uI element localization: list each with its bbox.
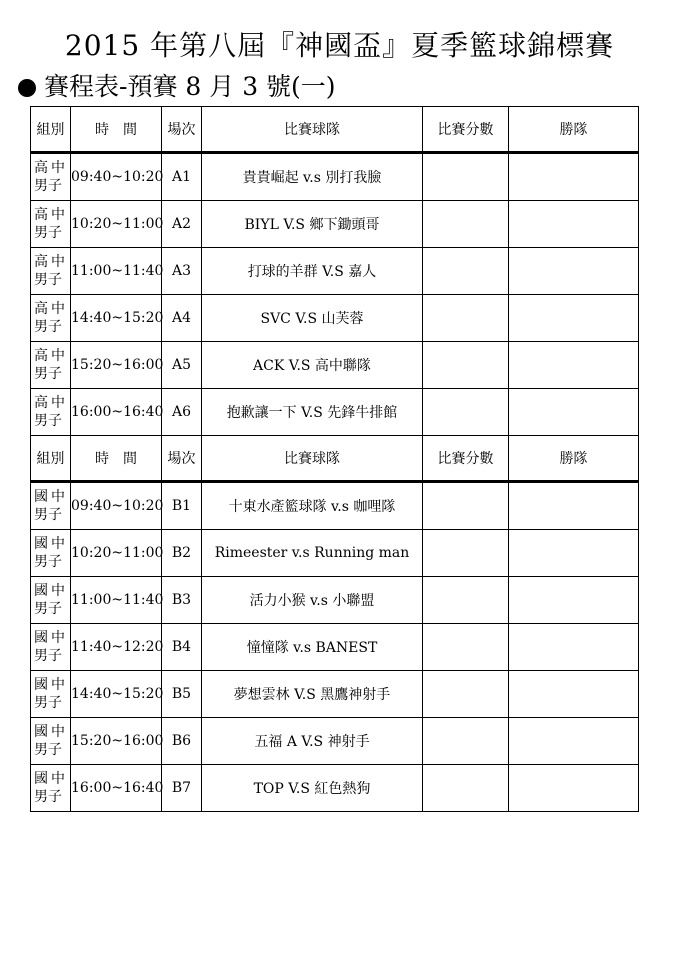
schedule-subtitle bbox=[18, 70, 336, 104]
header-winner: 勝隊 bbox=[509, 107, 639, 153]
winner-cell bbox=[509, 671, 639, 718]
header-teams: 比賽球隊 bbox=[202, 107, 423, 153]
table-row bbox=[31, 389, 639, 436]
time-cell: 10:20~11:00 bbox=[71, 530, 162, 577]
group-gender: 男子 bbox=[34, 413, 62, 429]
score-cell bbox=[423, 201, 509, 248]
winner-cell bbox=[509, 718, 639, 765]
group-gender: 男子 bbox=[34, 507, 62, 523]
winner-cell bbox=[509, 295, 639, 342]
group-cell bbox=[31, 342, 71, 389]
group-gender: 男子 bbox=[34, 789, 62, 805]
group-gender: 男子 bbox=[34, 178, 62, 194]
table-row bbox=[31, 342, 639, 389]
header-time: 時 間 bbox=[71, 107, 162, 153]
teams-cell: BIYL V.S 鄉下鋤頭哥 bbox=[202, 201, 423, 248]
teams-cell: 活力小猴 v.s 小聯盟 bbox=[202, 577, 423, 624]
table-row bbox=[31, 671, 639, 718]
group-gender: 男子 bbox=[34, 366, 62, 382]
match-cell: B3 bbox=[162, 577, 202, 624]
group-gender: 男子 bbox=[34, 272, 62, 288]
teams-cell: 打球的羊群 V.S 嘉人 bbox=[202, 248, 423, 295]
winner-cell bbox=[509, 342, 639, 389]
time-cell: 09:40~10:20 bbox=[71, 482, 162, 530]
group-gender: 男子 bbox=[34, 742, 62, 758]
group-gender: 男子 bbox=[34, 648, 62, 664]
teams-cell: 貴貴崛起 v.s 別打我臉 bbox=[202, 153, 423, 201]
page-title: 2015 年第八屆『神國盃』夏季籃球錦標賽 bbox=[64, 29, 615, 62]
match-cell: B7 bbox=[162, 765, 202, 812]
group-level: 國中 bbox=[34, 630, 68, 646]
time-cell: 15:20~16:00 bbox=[71, 718, 162, 765]
match-cell: A5 bbox=[162, 342, 202, 389]
group-cell bbox=[31, 765, 71, 812]
group-gender: 男子 bbox=[34, 319, 62, 335]
table-row bbox=[31, 248, 639, 295]
section-a-body bbox=[31, 107, 639, 436]
winner-cell bbox=[509, 153, 639, 201]
winner-cell bbox=[509, 577, 639, 624]
group-level: 高中 bbox=[34, 348, 68, 364]
table-row bbox=[31, 530, 639, 577]
time-cell: 14:40~15:20 bbox=[71, 295, 162, 342]
group-level: 國中 bbox=[34, 771, 68, 787]
table-row bbox=[31, 765, 639, 812]
group-level: 高中 bbox=[34, 160, 68, 176]
group-cell bbox=[31, 482, 71, 530]
teams-cell: 十東水產籃球隊 v.s 咖哩隊 bbox=[202, 482, 423, 530]
table-row bbox=[31, 482, 639, 530]
score-cell bbox=[423, 248, 509, 295]
score-cell bbox=[423, 624, 509, 671]
group-level: 國中 bbox=[34, 583, 68, 599]
group-cell bbox=[31, 248, 71, 295]
group-cell bbox=[31, 295, 71, 342]
group-cell bbox=[31, 530, 71, 577]
match-cell: A3 bbox=[162, 248, 202, 295]
score-cell bbox=[423, 765, 509, 812]
time-cell: 16:00~16:40 bbox=[71, 765, 162, 812]
time-cell: 10:20~11:00 bbox=[71, 201, 162, 248]
match-cell: A2 bbox=[162, 201, 202, 248]
match-cell: B1 bbox=[162, 482, 202, 530]
header-time: 時 間 bbox=[71, 436, 162, 482]
group-level: 高中 bbox=[34, 207, 68, 223]
winner-cell bbox=[509, 765, 639, 812]
section-b-body bbox=[31, 436, 639, 812]
group-gender: 男子 bbox=[34, 554, 62, 570]
group-cell bbox=[31, 153, 71, 201]
group-cell bbox=[31, 577, 71, 624]
header-teams: 比賽球隊 bbox=[202, 436, 423, 482]
score-cell bbox=[423, 295, 509, 342]
time-cell: 14:40~15:20 bbox=[71, 671, 162, 718]
group-level: 高中 bbox=[34, 301, 68, 317]
bullet-icon bbox=[18, 79, 36, 97]
time-cell: 11:00~11:40 bbox=[71, 248, 162, 295]
score-cell bbox=[423, 577, 509, 624]
score-cell bbox=[423, 718, 509, 765]
score-cell bbox=[423, 482, 509, 530]
match-cell: B4 bbox=[162, 624, 202, 671]
teams-cell: SVC V.S 山芙蓉 bbox=[202, 295, 423, 342]
header-winner: 勝隊 bbox=[509, 436, 639, 482]
group-cell bbox=[31, 718, 71, 765]
match-cell: B6 bbox=[162, 718, 202, 765]
group-level: 國中 bbox=[34, 724, 68, 740]
group-level: 高中 bbox=[34, 254, 68, 270]
group-gender: 男子 bbox=[34, 225, 62, 241]
group-gender: 男子 bbox=[34, 695, 62, 711]
teams-cell: 憧憧隊 v.s BANEST bbox=[202, 624, 423, 671]
table-row bbox=[31, 201, 639, 248]
match-cell: B2 bbox=[162, 530, 202, 577]
teams-cell: TOP V.S 紅色熱狗 bbox=[202, 765, 423, 812]
table-row bbox=[31, 624, 639, 671]
header-score: 比賽分數 bbox=[423, 107, 509, 153]
time-cell: 11:40~12:20 bbox=[71, 624, 162, 671]
header-group: 組別 bbox=[31, 436, 71, 482]
teams-cell: 抱歉讓一下 V.S 先鋒牛排館 bbox=[202, 389, 423, 436]
teams-cell: 夢想雲林 V.S 黑鷹神射手 bbox=[202, 671, 423, 718]
group-cell bbox=[31, 671, 71, 718]
winner-cell bbox=[509, 482, 639, 530]
schedule-table bbox=[30, 106, 639, 812]
time-cell: 09:40~10:20 bbox=[71, 153, 162, 201]
winner-cell bbox=[509, 530, 639, 577]
score-cell bbox=[423, 530, 509, 577]
group-level: 高中 bbox=[34, 395, 68, 411]
teams-cell: Rimeester v.s Running man bbox=[202, 530, 423, 577]
table-row bbox=[31, 153, 639, 201]
header-match: 場次 bbox=[162, 107, 202, 153]
time-cell: 15:20~16:00 bbox=[71, 342, 162, 389]
header-group: 組別 bbox=[31, 107, 71, 153]
group-level: 國中 bbox=[34, 489, 68, 505]
match-cell: A4 bbox=[162, 295, 202, 342]
winner-cell bbox=[509, 248, 639, 295]
match-cell: B5 bbox=[162, 671, 202, 718]
winner-cell bbox=[509, 201, 639, 248]
match-cell: A6 bbox=[162, 389, 202, 436]
table-row bbox=[31, 577, 639, 624]
match-cell: A1 bbox=[162, 153, 202, 201]
time-cell: 16:00~16:40 bbox=[71, 389, 162, 436]
winner-cell bbox=[509, 624, 639, 671]
header-row-b bbox=[31, 436, 639, 482]
group-cell bbox=[31, 624, 71, 671]
group-level: 國中 bbox=[34, 536, 68, 552]
subtitle-text: 賽程表-預賽 8 月 3 號(一) bbox=[44, 72, 336, 101]
header-match: 場次 bbox=[162, 436, 202, 482]
group-cell bbox=[31, 389, 71, 436]
table-row bbox=[31, 718, 639, 765]
score-cell bbox=[423, 389, 509, 436]
header-score: 比賽分數 bbox=[423, 436, 509, 482]
header-row-a bbox=[31, 107, 639, 153]
score-cell bbox=[423, 342, 509, 389]
group-cell bbox=[31, 201, 71, 248]
teams-cell: ACK V.S 高中聯隊 bbox=[202, 342, 423, 389]
group-level: 國中 bbox=[34, 677, 68, 693]
winner-cell bbox=[509, 389, 639, 436]
score-cell bbox=[423, 153, 509, 201]
teams-cell: 五福 A V.S 神射手 bbox=[202, 718, 423, 765]
score-cell bbox=[423, 671, 509, 718]
time-cell: 11:00~11:40 bbox=[71, 577, 162, 624]
table-row bbox=[31, 295, 639, 342]
group-gender: 男子 bbox=[34, 601, 62, 617]
